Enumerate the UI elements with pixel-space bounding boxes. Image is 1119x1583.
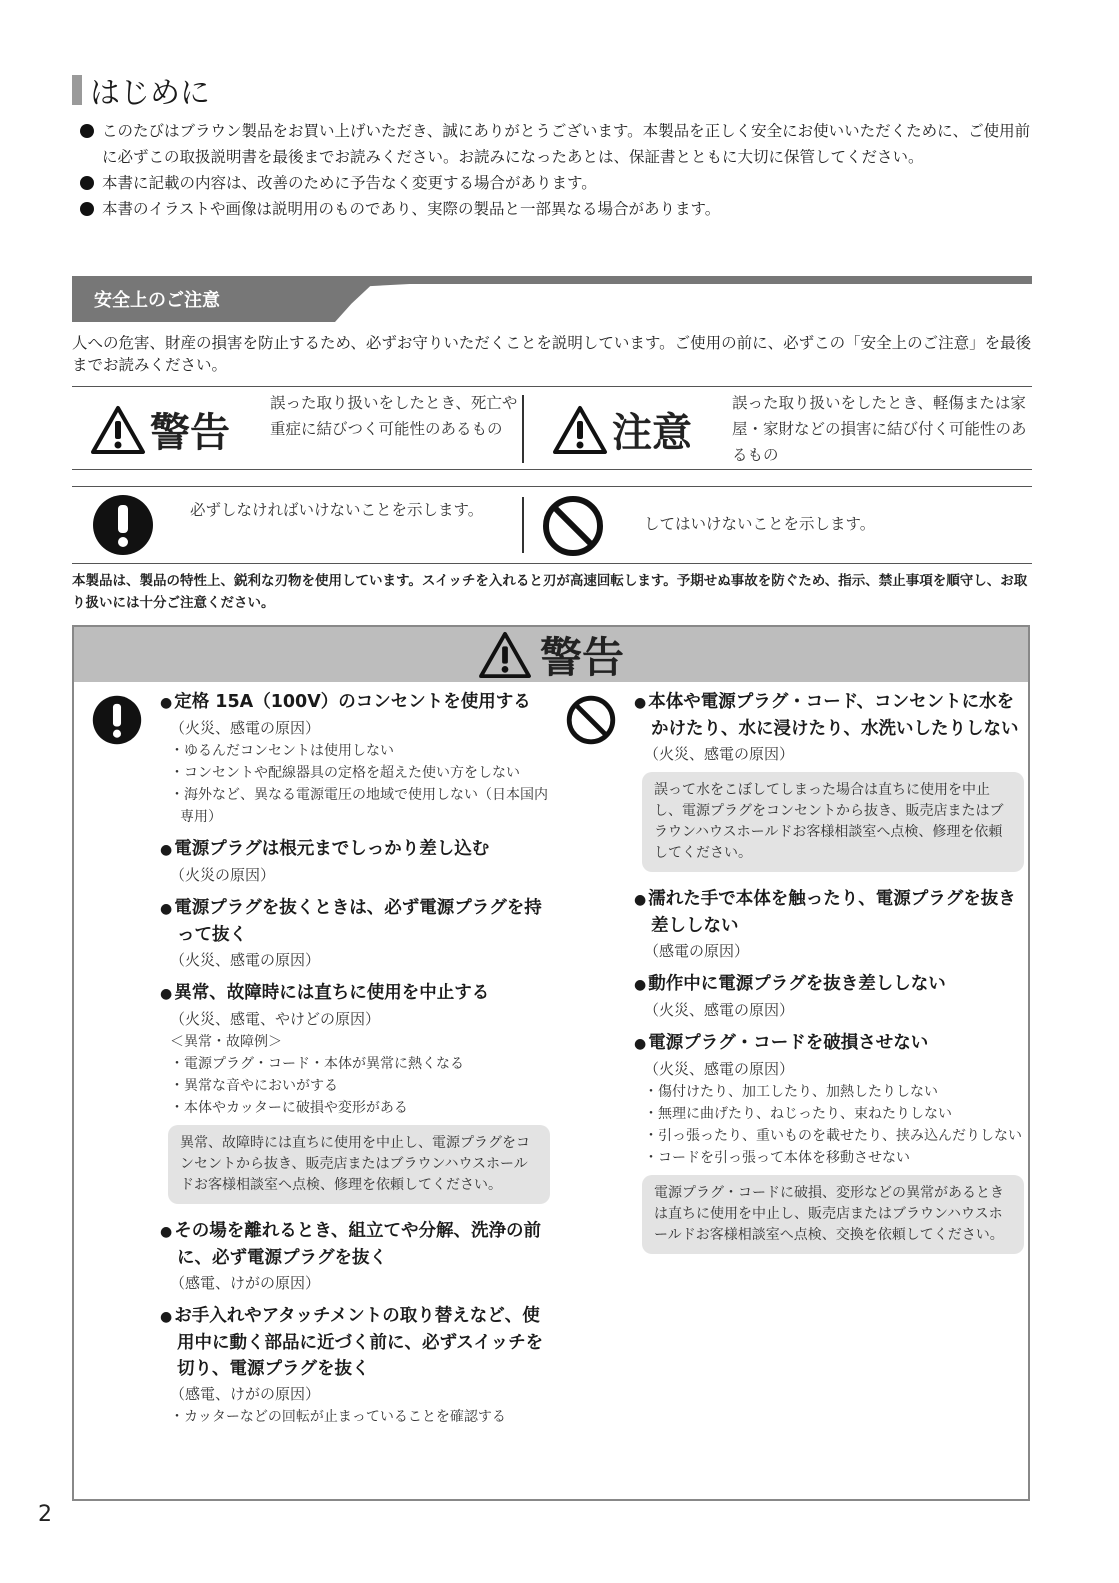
intro-bullet: 本書に記載の内容は、改善のために予告なく変更する場合があります。 bbox=[72, 170, 1032, 196]
warning-item-heading: ● 電源プラグ・コードを破損させない bbox=[634, 1030, 1024, 1057]
warning-item-cause: （火災、感電、やけどの原因） bbox=[170, 1010, 381, 1028]
warning-box-title: 警告 bbox=[539, 632, 624, 682]
caution-signal bbox=[552, 401, 692, 458]
intro-bullet: 本書のイラストや画像は説明用のものであり、実際の製品と一部異なる場合があります。 bbox=[72, 196, 1032, 222]
warning-item-heading: ● 濡れた手で本体を触ったり、電源プラグを抜き差ししない bbox=[634, 886, 1024, 939]
intro-bullet: このたびはブラウン製品をお買い上げいただき、誠にありがとうございます。本製品を正しく安全にお使いいただくために、ご使用前に必ずこの取扱説明書を最後までお読みください。お読みになったあとは、保証書とともに大切に保管してください。 bbox=[72, 118, 1032, 170]
warning-item-bullet: ・コードを引っ張って本体を移動させない bbox=[644, 1150, 910, 1166]
warning-item-heading: ● その場を離れるとき、組立てや分解、洗浄の前に、必ず電源プラグを抜く bbox=[160, 1218, 550, 1271]
warning-item-bullet: ・コンセントや配線器具の定格を超えた使い方をしない bbox=[170, 765, 520, 781]
warning-item-note: 異常、故障時には直ちに使用を中止し、電源プラグをコンセントから抜き、販売店またはブラウンハウスホールドお客様相談室へ点検、修理を依頼してください。 bbox=[168, 1125, 550, 1204]
warning-item-heading: ● 異常、故障時には直ちに使用を中止する bbox=[160, 980, 550, 1007]
caution-label: 注意 bbox=[612, 410, 692, 456]
title-marker bbox=[72, 75, 82, 105]
warning-item-cause: （火災、感電の原因） bbox=[644, 745, 795, 763]
warning-item-cause: （火災、感電の原因） bbox=[644, 1060, 795, 1078]
caution-description: 誤った取り扱いをしたとき、軽傷または家屋・家財などの損害に結び付く可能性のあるもの bbox=[732, 394, 1027, 464]
warning-item-heading: ● 電源プラグは根元までしっかり差し込む bbox=[160, 836, 550, 863]
warning-triangle-icon bbox=[90, 405, 146, 455]
mandatory-column bbox=[160, 689, 550, 1428]
warning-item-subheading: ＜異常・故障例＞ bbox=[170, 1034, 282, 1050]
warning-box-header bbox=[74, 627, 1028, 682]
intro-list bbox=[72, 118, 1032, 222]
prohibited-icon bbox=[542, 495, 604, 557]
signal-word-legend bbox=[72, 386, 1032, 470]
prohibited-icon bbox=[566, 695, 616, 745]
page-number: 2 bbox=[38, 1502, 52, 1527]
mandatory-icon bbox=[92, 695, 142, 745]
warning-item-note: 誤って水をこぼしてしまった場合は直ちに使用を中止し、電源プラグをコンセントから抜き、販売店またはブラウンハウスホールドお客様相談室へ点検、修理を依頼してください。 bbox=[642, 772, 1024, 872]
warning-item-bullet: ・傷付けたり、加工したり、加熱したりしない bbox=[644, 1084, 938, 1100]
page-title bbox=[72, 70, 210, 110]
warning-item-bullet: ・本体やカッターに破損や変形がある bbox=[170, 1100, 408, 1116]
warning-item-heading: ● 本体や電源プラグ・コード、コンセントに水をかけたり、水に浸けたり、水洗いしたりしない bbox=[634, 689, 1024, 742]
warning-item-cause: （感電、けがの原因） bbox=[170, 1385, 321, 1403]
warning-item-heading: ● 定格 15A（100V）のコンセントを使用する bbox=[160, 689, 550, 716]
safety-intro: 人への危害、財産の損害を防止するため、必ずお守りいただくことを説明しています。ご使用の前に、必ずこの「安全上のご注意」を最後までお読みください。 bbox=[72, 334, 1032, 374]
caution-triangle-icon bbox=[552, 405, 608, 455]
warning-item-cause: （感電の原因） bbox=[644, 942, 750, 960]
warning-item-heading: ● お手入れやアタッチメントの取り替えなど、使用中に動く部品に近づく前に、必ずスイッチを切り、電源プラグを抜く bbox=[160, 1303, 550, 1382]
warning-item-note: 電源プラグ・コードに破損、変形などの異常があるときは直ちに使用を中止し、販売店またはブラウンハウスホールドお客様相談室へ点検、交換を依頼してください。 bbox=[642, 1175, 1024, 1254]
mandatory-icon bbox=[92, 494, 154, 556]
warning-item-heading: ● 電源プラグを抜くときは、必ず電源プラグを持って抜く bbox=[160, 895, 550, 948]
warning-item-cause: （火災、感電の原因） bbox=[170, 951, 321, 969]
warning-item-bullet: ・電源プラグ・コード・本体が異常に熱くなる bbox=[170, 1056, 464, 1072]
page-title-text: はじめに bbox=[90, 76, 210, 111]
warning-description: 誤った取り扱いをしたとき、死亡や重症に結びつく可能性のあるもの bbox=[270, 394, 518, 438]
warning-item-bullet: ・カッターなどの回転が止まっていることを確認する bbox=[170, 1409, 506, 1425]
safety-banner bbox=[72, 276, 1032, 322]
prohibited-column bbox=[634, 689, 1024, 1260]
warning-item-heading: ● 動作中に電源プラグを抜き差ししない bbox=[634, 971, 1024, 998]
prohibited-description: してはいけないことを示します。 bbox=[644, 515, 876, 533]
warning-signal bbox=[90, 401, 230, 458]
warning-item-cause: （感電、けがの原因） bbox=[170, 1274, 321, 1292]
warning-item-bullet: ・引っ張ったり、重いものを載せたり、挟み込んだりしない bbox=[644, 1128, 1022, 1144]
symbol-legend bbox=[72, 486, 1032, 564]
warning-item-bullet: ・異常な音やにおいがする bbox=[170, 1078, 338, 1094]
warning-item-bullet: ・無理に曲げたり、ねじったり、束ねたりしない bbox=[644, 1106, 952, 1122]
warning-item-cause: （火災の原因） bbox=[170, 866, 276, 884]
warning-item-cause: （火災、感電の原因） bbox=[644, 1001, 795, 1019]
warning-triangle-icon bbox=[478, 631, 532, 679]
warning-item-bullet: ・ゆるんだコンセントは使用しない bbox=[170, 743, 394, 759]
warning-item-cause: （火災、感電の原因） bbox=[170, 719, 321, 737]
safety-banner-label: 安全上のご注意 bbox=[72, 276, 327, 322]
warning-item-bullet: ・海外など、異なる電源電圧の地域で使用しない（日本国内専用） bbox=[170, 787, 548, 825]
product-note: 本製品は、製品の特性上、鋭利な刃物を使用しています。スイッチを入れると刃が高速回転します。予期せぬ事故を防ぐため、指示、禁止事項を順守し、お取り扱いには十分ご注意ください。 bbox=[72, 573, 1028, 611]
mandatory-description: 必ずしなければいけないことを示します。 bbox=[190, 501, 484, 519]
warning-label: 警告 bbox=[150, 410, 230, 456]
warning-box bbox=[72, 625, 1030, 1501]
